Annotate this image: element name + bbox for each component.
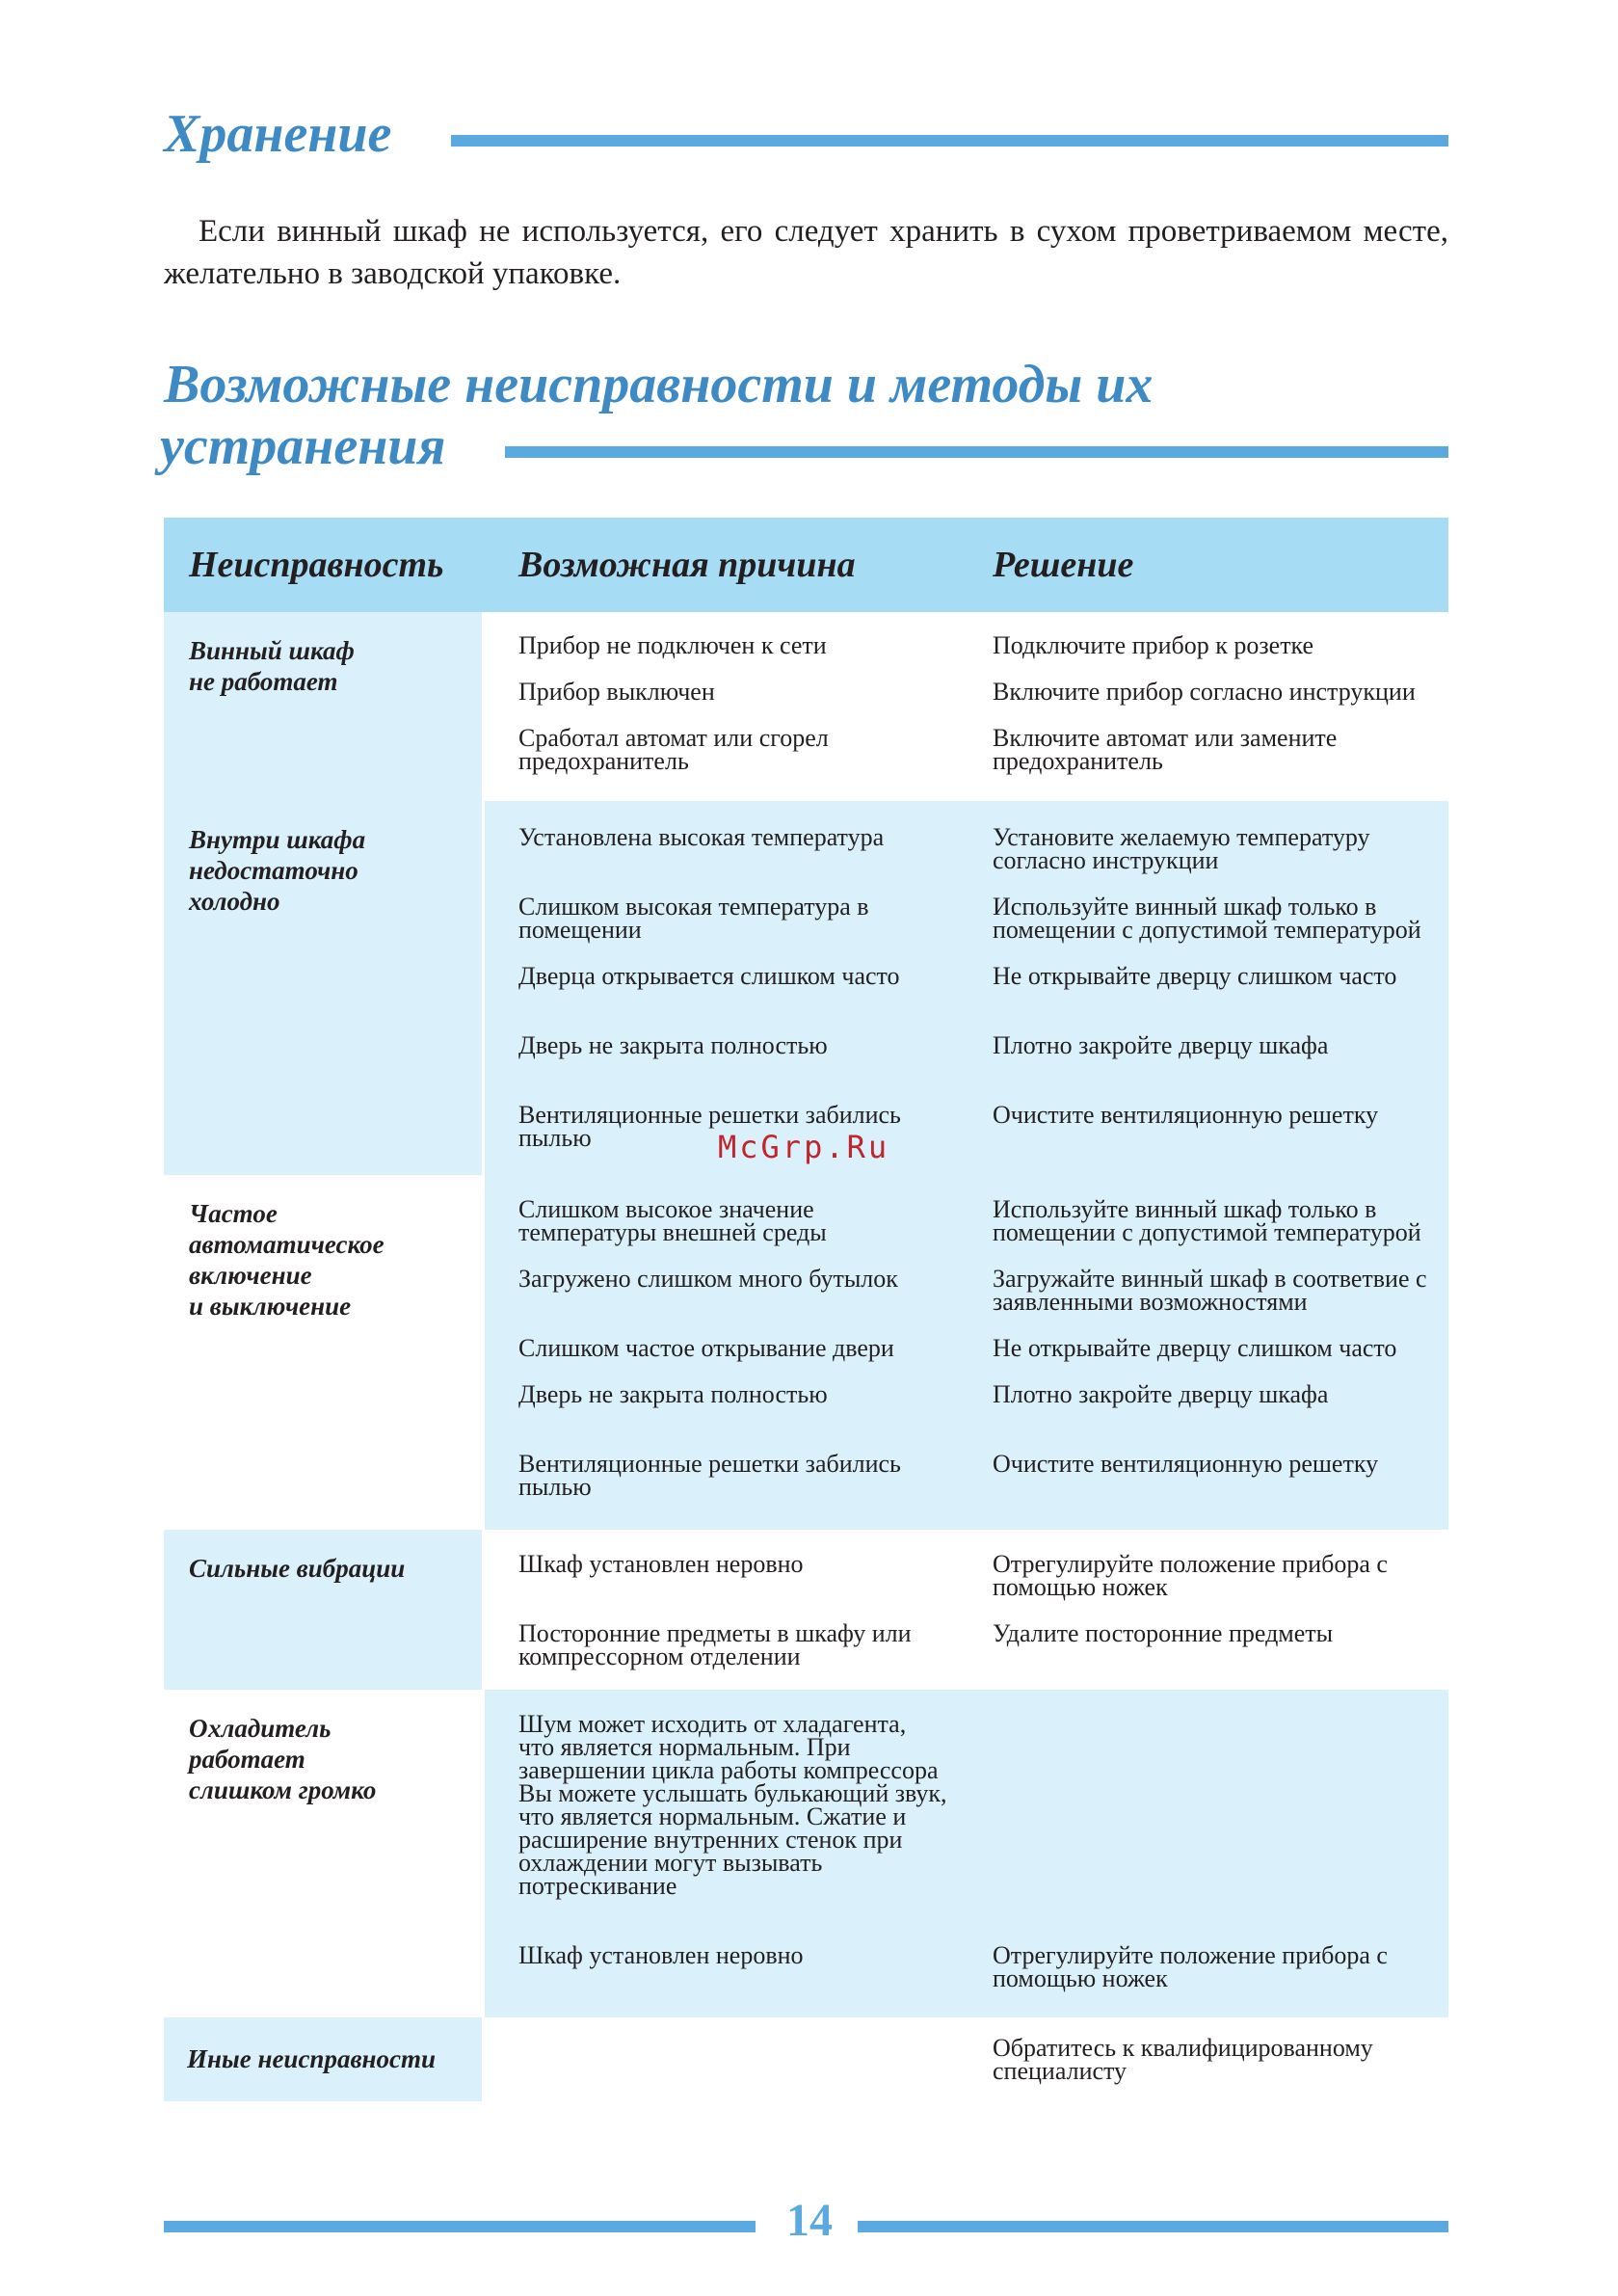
solution-cell: Не открывайте дверцу слишком часто [993,1334,1397,1362]
storage-heading: Хранение [164,104,392,164]
solution-cell: Обратитесь к квалифицированному специалисту [993,2034,1373,2085]
fault-name-line: Частое [189,1199,278,1228]
solution-cell: Включите автомат или замените предохранитель [993,724,1338,775]
cause-cell: Шкаф установлен неровно [518,1941,804,1969]
fault-group-vibration [164,1530,1448,1690]
troubleshooting-heading-line1: Возможные неисправности и методы их [164,355,1154,414]
fault-name-line: Охладитель [189,1714,332,1743]
cause-cell: Слишком частое открывание двери [518,1334,894,1362]
troubleshooting-table [164,518,1448,2101]
troubleshooting-heading-rule [505,446,1448,458]
cause-cell: Слишком высокое значение температуры внешней среды [518,1195,827,1246]
solution-cell: Подключите прибор к розетке [993,631,1314,659]
fault-name [164,1175,482,1530]
footer-rule-right [858,2221,1448,2232]
fault-name-line: и выключение [189,1292,352,1321]
fault-name [164,801,482,1175]
fault-details [485,1175,1448,1530]
fault-name-line: Иные неисправности [187,2044,437,2073]
fault-name-line: включение [189,1261,312,1290]
cause-cell: Шум может исходить от хладагента, что является нормальным. При завершении цикла работы компрессора Вы можете услышать булькающий звук, что является нормальным. Сжатие и расширение внутренних стенок при охлаждении могут вызывать потрескивание [518,1710,947,1900]
solution-cell: Отрегулируйте положение прибора с помощью ножек [993,1941,1388,1992]
fault-group-not-cold [164,801,1448,1175]
fault-name-line: Внутри шкафа [189,825,366,854]
fault-name-line: слишком громко [189,1775,377,1804]
header-fault: Неисправность [189,545,444,585]
solution-cell: Очистите вентиляционную решетку [993,1101,1379,1129]
troubleshooting-heading-line2: устранения [160,416,446,476]
table-header [164,518,1448,612]
fault-details [485,801,1448,1175]
fault-group-not-working [164,612,1448,801]
solution-cell: Отрегулируйте положение прибора с помощью ножек [993,1550,1388,1601]
header-cause: Возможная причина [518,545,856,585]
cause-cell: Установлена высокая температура [518,823,885,851]
fault-group-noise [164,1690,1448,2017]
cause-cell: Дверца открывается слишком часто [518,962,900,990]
fault-name-line: Сильные вибрации [189,1554,406,1583]
fault-name [164,1530,482,1690]
fault-name [164,2017,482,2101]
solution-cell: Удалите посторонние предметы [993,1619,1334,1647]
cause-cell: Дверь не закрыта полностью [518,1031,828,1059]
fault-group-frequent-cycling [164,1175,1448,1530]
storage-paragraph: Если винный шкаф не используется, его следует хранить в сухом проветриваемом месте, желательно в заводской упаковке. [164,214,1448,291]
solution-cell: Используйте винный шкаф только в помещении с допустимой температурой [993,893,1421,944]
fault-details [485,2017,1448,2101]
solution-cell: Очистите вентиляционную решетку [993,1450,1379,1478]
cause-cell: Вентиляционные решетки забились пылью [518,1101,901,1152]
fault-details [485,1530,1448,1690]
solution-cell: Используйте винный шкаф только в помещении с допустимой температурой [993,1195,1421,1246]
fault-name [164,612,482,801]
fault-name-line: холодно [189,887,280,916]
fault-details [485,1690,1448,2017]
cause-cell: Сработал автомат или сгорел предохранитель [518,724,829,775]
solution-cell: Включите прибор согласно инструкции [993,678,1416,706]
fault-name-line: не работает [189,667,338,696]
fault-name-line: автоматическое [189,1230,385,1259]
cause-cell: Дверь не закрыта полностью [518,1380,828,1408]
solution-cell: Плотно закройте дверцу шкафа [993,1380,1329,1408]
watermark: McGrp.Ru [718,1129,890,1165]
cause-cell: Загружено слишком много бутылок [518,1265,898,1293]
fault-name [164,1690,482,2017]
fault-name-line: недостаточно [189,856,358,885]
solution-cell: Не открывайте дверцу слишком часто [993,962,1397,990]
cause-cell: Посторонние предметы в шкафу или компрессорном отделении [518,1619,912,1670]
fault-name-line: Винный шкаф [189,636,355,665]
solution-cell: Плотно закройте дверцу шкафа [993,1031,1329,1059]
cause-cell: Вентиляционные решетки забились пылью [518,1450,901,1501]
cause-cell: Прибор выключен [518,678,715,706]
fault-details [485,612,1448,801]
cause-cell: Слишком высокая температура в помещении [518,893,869,944]
solution-cell: Загружайте винный шкаф в соответвие с заявленными возможностями [993,1265,1427,1316]
fault-group-other [164,2017,1448,2101]
page-number: 14 [786,2195,833,2246]
storage-heading-rule [451,135,1448,147]
header-solution: Решение [993,545,1134,585]
cause-cell: Шкаф установлен неровно [518,1550,804,1578]
fault-name-line: работает [189,1745,305,1774]
footer-rule-left [164,2221,756,2232]
solution-cell: Установите желаемую температуру согласно инструкции [993,823,1370,874]
cause-cell: Прибор не подключен к сети [518,631,827,659]
